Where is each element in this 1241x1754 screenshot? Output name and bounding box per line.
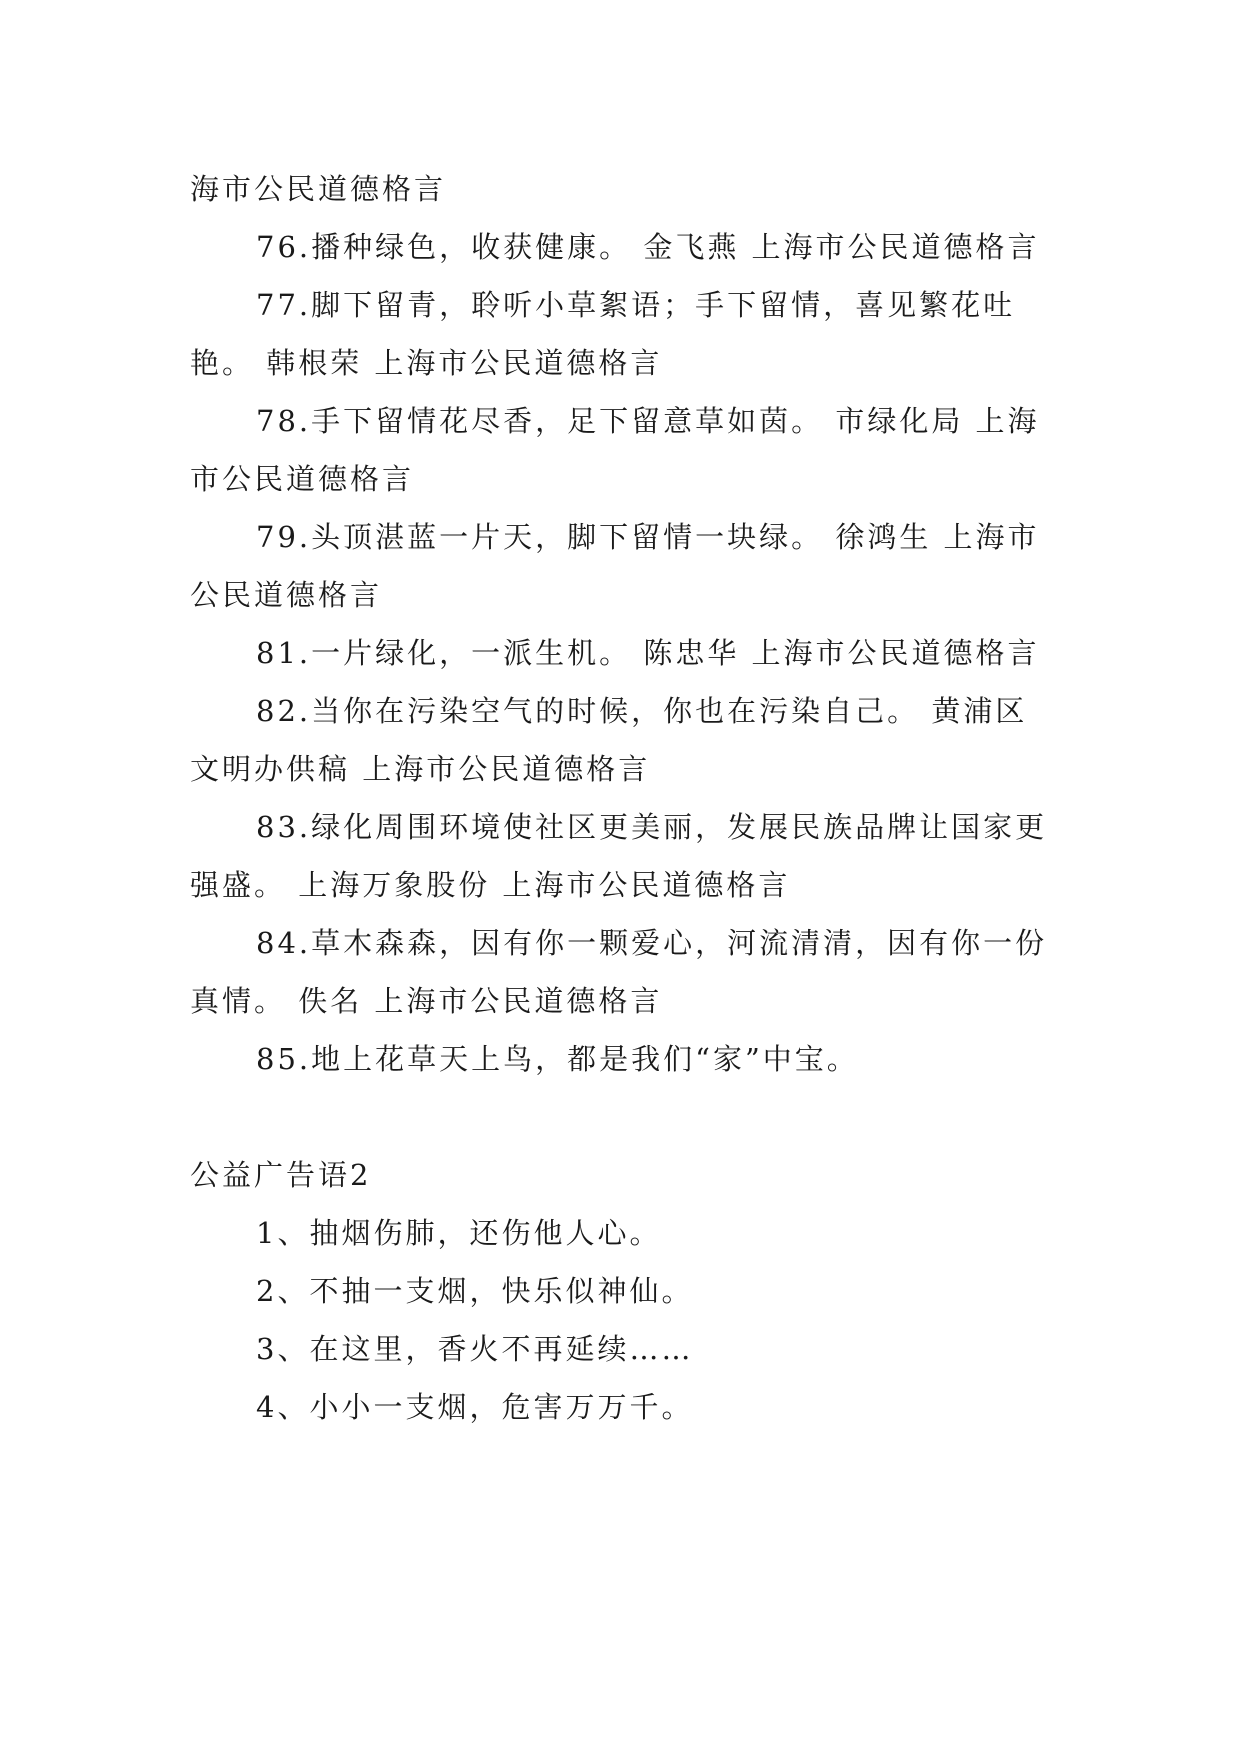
slogan-76: 76.播种绿色，收获健康。 金飞燕 上海市公民道德格言 xyxy=(256,230,1040,264)
section-gap xyxy=(190,1088,1050,1146)
slogan-84: 84.草木森森，因有你一颗爱心，河流清清，因有你一份真情。 佚名 上海市公民道德格言 xyxy=(190,926,1048,1018)
slogan-85: 85.地上花草天上鸟，都是我们“家”中宝。 xyxy=(256,1042,859,1076)
section-item-3: 3、在这里，香火不再延续…… xyxy=(256,1332,694,1366)
section-item-4: 4、小小一支烟，危害万万千。 xyxy=(256,1390,694,1424)
slogan-77: 77.脚下留青，聆听小草絮语；手下留情，喜见繁花吐艳。 韩根荣 上海市公民道德格言 xyxy=(190,288,1016,380)
document-body xyxy=(190,160,1050,1436)
section-item-1: 1、抽烟伤肺，还伤他人心。 xyxy=(256,1216,662,1250)
slogan-78: 78.手下留情花尽香，足下留意草如茵。 市绿化局 上海市公民道德格言 xyxy=(190,404,1040,496)
slogan-83: 83.绿化周围环境使社区更美丽，发展民族品牌让国家更强盛。 上海万象股份 上海市公民道德格言 xyxy=(190,810,1048,902)
slogan-79: 79.头顶湛蓝一片天，脚下留情一块绿。 徐鸿生 上海市公民道德格言 xyxy=(190,520,1040,612)
slogan-81: 81.一片绿化，一派生机。 陈忠华 上海市公民道德格言 xyxy=(256,636,1040,670)
section-title: 公益广告语2 xyxy=(190,1158,372,1192)
section-item-2: 2、不抽一支烟，快乐似神仙。 xyxy=(256,1274,694,1308)
continuation-line: 海市公民道德格言 xyxy=(190,172,447,206)
slogan-82: 82.当你在污染空气的时候，你也在污染自己。 黄浦区文明办供稿 上海市公民道德格言 xyxy=(190,694,1028,786)
